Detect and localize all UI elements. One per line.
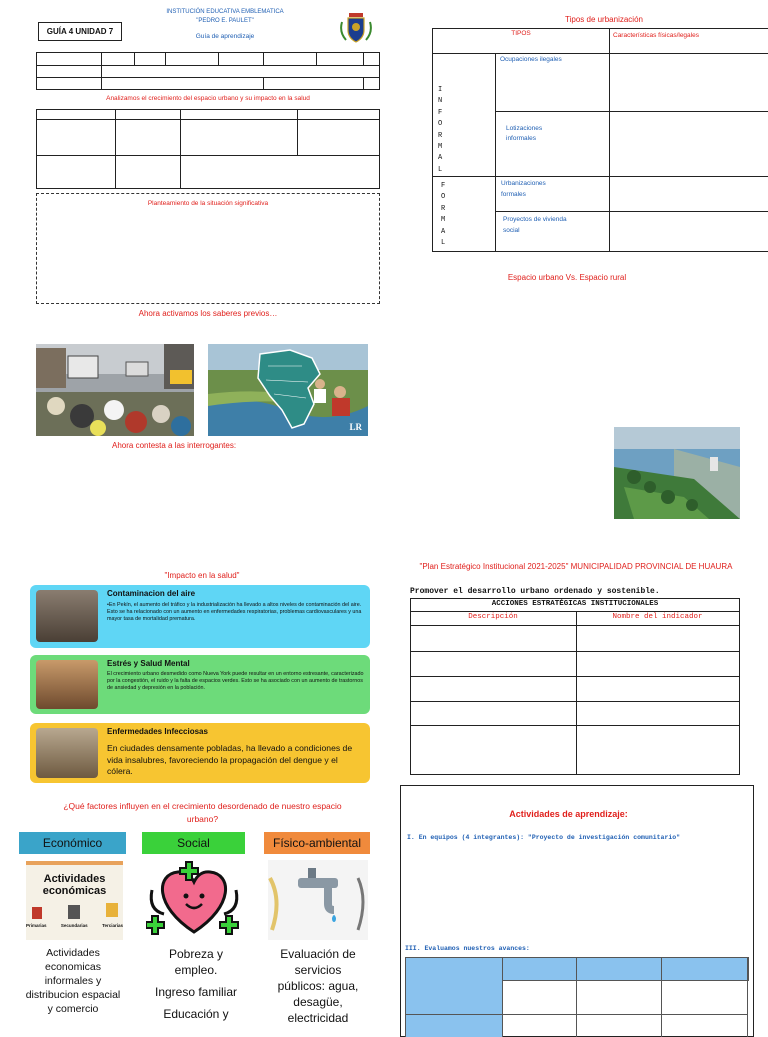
strategic-actions-table bbox=[410, 598, 740, 775]
social-text: Pobreza y empleo. Ingreso familiar Educación y bbox=[154, 947, 238, 1021]
economic-activities-poster: Actividades económicas Primarias Secundarias Terciarias bbox=[26, 861, 123, 940]
physical-text: Evaluación de servicios públicos: agua, desagüe, electricidad bbox=[277, 947, 359, 1025]
type-row: Urbanizaciones formales bbox=[501, 180, 546, 198]
activity-item-1: I. En equipos (4 integrantes): "Proyecto de investigación comunitario" bbox=[407, 834, 681, 841]
urbanization-title: Tipos de urbanización bbox=[565, 15, 643, 24]
health-card-infectious: Enfermedades Infecciosas En ciudades densamente pobladas, ha llevado a condiciones de vida insalubres, favoreciendo la propagación del dengue y el cólera. bbox=[30, 723, 370, 783]
school-crest-icon bbox=[338, 12, 374, 44]
factor-physical-header: Físico-ambiental bbox=[264, 832, 370, 854]
health-card-stress: Estrés y Salud Mental El crecimiento urbano desmedido como Nueva York puede resultar en un entorno estresante, caracterizado por la congestión, el ruido y la falta de espacios verdes. Esto se ha asociado con un aumento de trastornos de ansiedad y depresión en la población. bbox=[30, 655, 370, 714]
evaluation-grid bbox=[405, 957, 747, 1037]
health-title: "Impacto en la salud" bbox=[164, 571, 240, 580]
economic-text: Actividades economicas informales y distribucion espacial y comercio bbox=[25, 947, 121, 1015]
activities-panel bbox=[400, 785, 754, 1037]
col-types: TIPOS bbox=[511, 30, 531, 37]
strategic-actions-title: ACCIONES ESTRATÉGICAS INSTITUCIONALES bbox=[491, 600, 659, 608]
situation-title: Planteamiento de la situación significativa bbox=[147, 200, 269, 207]
previous-knowledge: Ahora activamos los saberes previos… bbox=[138, 309, 278, 318]
type-row: Ocupaciones ilegales bbox=[500, 56, 562, 63]
factors-question: ¿Qué factores influyen en el crecimiento desordenado de nuestro espacio urbano? bbox=[63, 801, 342, 824]
school-name: INSTITUCIÓN EDUCATIVA EMBLEMATICA "PEDRO E. PAULET" bbox=[166, 9, 284, 24]
factor-economic bbox=[19, 854, 126, 1024]
factor-economic-header: Económico bbox=[19, 832, 126, 854]
group-formal: F O R M A L bbox=[441, 182, 446, 248]
photo-badge: LR bbox=[349, 422, 362, 432]
urban-rural-title: Espacio urbano Vs. Espacio rural bbox=[507, 273, 627, 282]
col-indicator: Nombre del indicador bbox=[612, 613, 703, 621]
factor-social bbox=[142, 854, 245, 1024]
plan-title: "Plan Estratégico Institucional 2021-2025" MUNICIPALIDAD PROVINCIAL DE HUAURA bbox=[419, 562, 733, 571]
factory-smoke-icon bbox=[36, 590, 98, 642]
guide-subtitle: Guía de aprendizaje bbox=[195, 33, 255, 40]
situation-box bbox=[36, 193, 380, 304]
peru-map-photo bbox=[208, 344, 368, 436]
street-garbage-photo bbox=[36, 344, 194, 436]
plan-promote: Promover el desarrollo urbano ordenado y sostenible. bbox=[410, 587, 660, 596]
coastal-city-photo bbox=[614, 427, 740, 519]
type-row: Lotizaciones informales bbox=[506, 125, 543, 142]
competence-table bbox=[36, 109, 380, 189]
activities-title: Actividades de aprendizaje: bbox=[509, 809, 628, 819]
crowd-street-icon bbox=[36, 660, 98, 709]
water-faucet-icon bbox=[268, 860, 368, 940]
guide-label-box: GUÍA 4 UNIDAD 7 bbox=[38, 22, 122, 41]
group-informal: I N F O R M A L bbox=[438, 86, 443, 174]
type-row: Proyectos de vivienda social bbox=[503, 216, 567, 234]
urbanization-table bbox=[432, 28, 768, 252]
activity-item-3: III. Evaluamos nuestros avances: bbox=[405, 945, 530, 952]
heart-health-icon bbox=[146, 860, 242, 940]
health-card-air: Contaminacion del aire •En Pekín, el aumento del tráfico y la industrialización ha llevado a altos niveles de contaminación del aire. Esto se ha relacionado con un aumento en enfermedades respiratorias, problemas cardiovasculares y una mayor tasa de mortalidad prematura. bbox=[30, 585, 370, 648]
factor-physical bbox=[264, 854, 370, 1024]
answer-questions: Ahora contesta a las interrogantes: bbox=[112, 441, 237, 450]
col-features: Características físicas/legales bbox=[613, 32, 699, 39]
student-info-grid bbox=[36, 52, 380, 90]
col-description: Descripción bbox=[468, 613, 518, 621]
analyze-line: Analizamos el crecimiento del espacio urbano y su impacto en la salud bbox=[106, 95, 310, 102]
unsanitary-food-icon bbox=[36, 728, 98, 778]
factor-social-header: Social bbox=[142, 832, 245, 854]
